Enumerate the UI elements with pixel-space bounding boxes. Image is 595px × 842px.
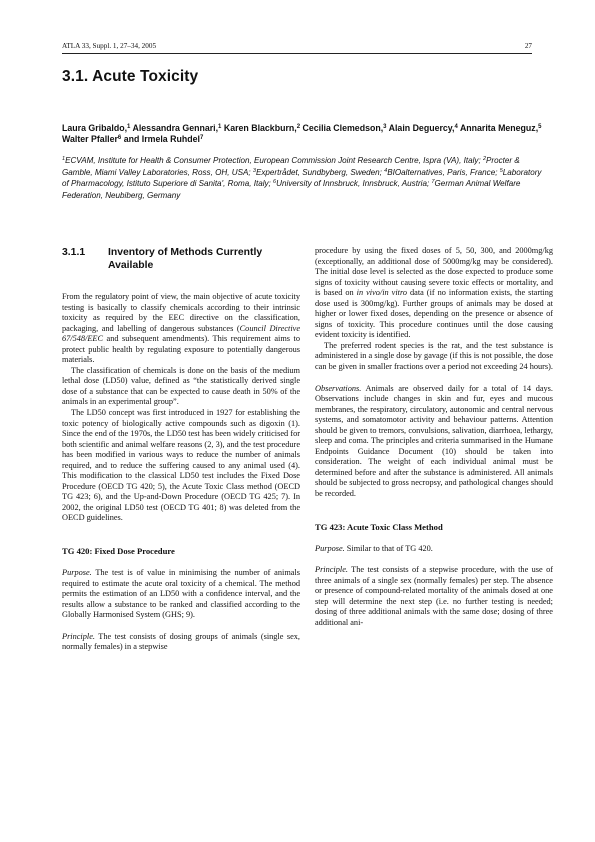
paragraph-text: The test consists of dosing groups of animals (single sex, normally females) in a stepwise [62,631,300,652]
paragraph: The LD50 concept was first introduced in 1927 for establishing the toxic potency of biologically active compounds such as digoxin (1). Since the end of the 1970s, the LD50 test has been widely criticised for both scientific and animal welfare reasons (2, 3), and the test procedure has been modified in various ways to reduce the number of animals required, and to reduce the suffering caused to any animal used (4). This modification to the classical LD50 test includes the Fixed Dose Procedure (OECD TG 420; 5), the Acute Toxic Class method (OECD TG 423; 6), and the Up-and-Down Procedure (OECD TG 425; 7). In 2002, the original LD50 test (OECD TG 401; 8) was deleted from the OECD guidelines. [62,408,300,523]
affiliation-marker: 2 [482,156,487,162]
paragraph-text: and subsequent amendments). This requirement aims to protect public health by regulating exposure to potentially dangerous materials. [62,334,300,365]
run-in-label: Purpose. [315,543,345,553]
italic-text: in vivo/in vitro [356,288,408,298]
left-column [62,246,300,653]
journal-citation: ATLA 33, Suppl. 1, 27–34, 2005 [62,42,157,50]
author-name: Alessandra Gennari, [132,123,219,133]
affiliation-text: Laboratory of Pharmacology, Istituto Superiore di Sanita', Roma, Italy; [62,167,542,189]
author-list [62,123,542,145]
author-name: Laura Gribaldo, [62,123,128,133]
paragraph: The preferred rodent species is the rat, and the test substance is administered in a single dose by gavage (if this is not possible, the dose can be given in smaller fractions over a period not exceeding 24 hours). [315,340,553,372]
paragraph [315,565,553,628]
affiliation-text: German Animal Welfare Federation, Neubiberg, Germany [62,179,521,200]
run-in-label: Principle. [315,565,348,575]
run-in-label: Purpose. [62,568,92,578]
author-name: Karen Blackburn, [223,123,297,133]
run-in-label: Observations. [315,383,362,393]
affiliation-text: University of Innsbruck, Innsbruck, Austria; [276,179,432,189]
header-rule [62,53,532,54]
affiliation-marker: 7 [431,179,435,186]
right-column [315,246,553,628]
paragraph-text: Animals are observed daily for a total of 14 days. Observations include changes in skin and fur, eyes and mucous membranes, the respiratory, circulatory, autonomic and central nervous systems, and somatomotor activity and behaviour patterns. Attention should be given to tremors, convulsions, salivation, diarrhoea, lethargy, sleep and coma. The principles and criteria summarised in the Humane Endpoints Guidance Document (10) should be taken into consideration. The weight of each individual animal must be determined before and after the substance is administered. All animals should be subjected to gross necropsy, and pathological changes should be recorded. [315,383,553,499]
affiliation-text: Procter & Gamble, Miami Valley Laboratories, Ross, OH, USA; [62,156,520,177]
paragraph-text: data (if no information exists, the starting dose used is 300mg/kg). Further groups of animals may be dosed at higher or lower fixed doses, depending on the presence or absence of signs of toxicity. This procedure continues until the dose causing evident toxicity is identified. [315,288,553,340]
affiliation-marker: 1 [127,124,131,130]
affiliation-marker: 3 [383,124,387,130]
paragraph [62,632,300,653]
paragraph-text: Similar to that of TG 420. [344,543,433,553]
chapter-title: 3.1. Acute Toxicity [62,68,199,85]
affiliation-marker: 5 [499,167,503,174]
affiliation-text: ECVAM, Institute for Health & Consumer Protection, European Commission Joint Research Centre, Ispra (VA), Italy; [65,156,483,165]
italic-text: Council Directive 67/548/EEC [62,323,301,344]
affiliation-marker: 4 [384,167,388,174]
section-heading [62,246,300,272]
paragraph-text: The test consists of a stepwise procedure, with the use of three animals of a single sex (normally females) per step. The absence or presence of compound-related mortality of the animals dosed at one step will determine the next step (i.e. no further testing is needed; dosing of three additional animals with the same dose; dosing of three additional ani- [315,565,553,627]
author-name: Annarita Meneguz, [459,123,539,133]
paragraph [315,384,553,500]
affiliation-marker: 1 [218,124,222,130]
paragraph [315,246,553,341]
affiliation-text: BIOalternatives, Paris, France; [387,167,500,177]
paragraph-text: procedure by using the fixed doses of 5, 50, 300, and 2000mg/kg (exceptionally, an additional dose of 5000mg/kg may be considered). The initial dose level is selected as the dose expected to produce some signs of toxicity without causing severe toxic effects or mortality, and is based on [315,246,553,298]
affiliation-marker: 5 [538,124,542,130]
affiliation-marker: 4 [454,124,458,130]
subsection-heading-tg420: TG 420: Fixed Dose Procedure [62,546,175,557]
affiliation-marker: 2 [296,124,301,130]
author-name: Cecilia Clemedson, [302,123,384,133]
author-name: Alain Deguercy, [388,123,455,133]
affiliation-marker: 6 [117,135,122,142]
paragraph [62,568,300,621]
affiliation-marker: 7 [199,135,204,142]
paragraph: The classification of chemicals is done on the basis of the medium lethal dose (LD50) value, defined as “the statistically derived single dose of a substance that can be expected to cause death in 50% of the animals in an experimental group”. [62,365,300,407]
affiliations [62,155,542,201]
section-title: Inventory of Methods Currently Available [108,247,263,271]
section-number: 3.1.1 [62,247,86,258]
subsection-heading-tg423: TG 423: Acute Toxic Class Method [315,521,443,532]
affiliation-marker: 6 [273,179,277,186]
page-number: 27 [524,42,532,50]
paragraph [62,292,300,366]
run-in-label: Principle. [62,631,95,641]
affiliation-marker: 3 [252,167,256,174]
paragraph-text: The test is of value in minimising the number of animals required to estimate the acute oral toxicity of a chemical. The method permits the estimation of an LD50 with a confidence interval, and the results allow a substance to be ranked and classified according to the Globally Harmonised System (GHS; 9). [62,568,300,620]
author-name: and Irmela Ruhdel [123,134,200,145]
affiliation-marker: 1 [62,156,66,162]
affiliation-text: Expertrådet, Sundbyberg, Sweden; [255,167,385,177]
paragraph-text: From the regulatory point of view, the main objective of acute toxicity testing is basically to classify chemicals according to their intrinsic toxicity as required by the EEC directive on the classification, packaging, and labelling of dangerous substances ( [62,292,300,333]
author-name: Walter Pfaller [62,134,118,145]
paragraph [315,544,553,555]
